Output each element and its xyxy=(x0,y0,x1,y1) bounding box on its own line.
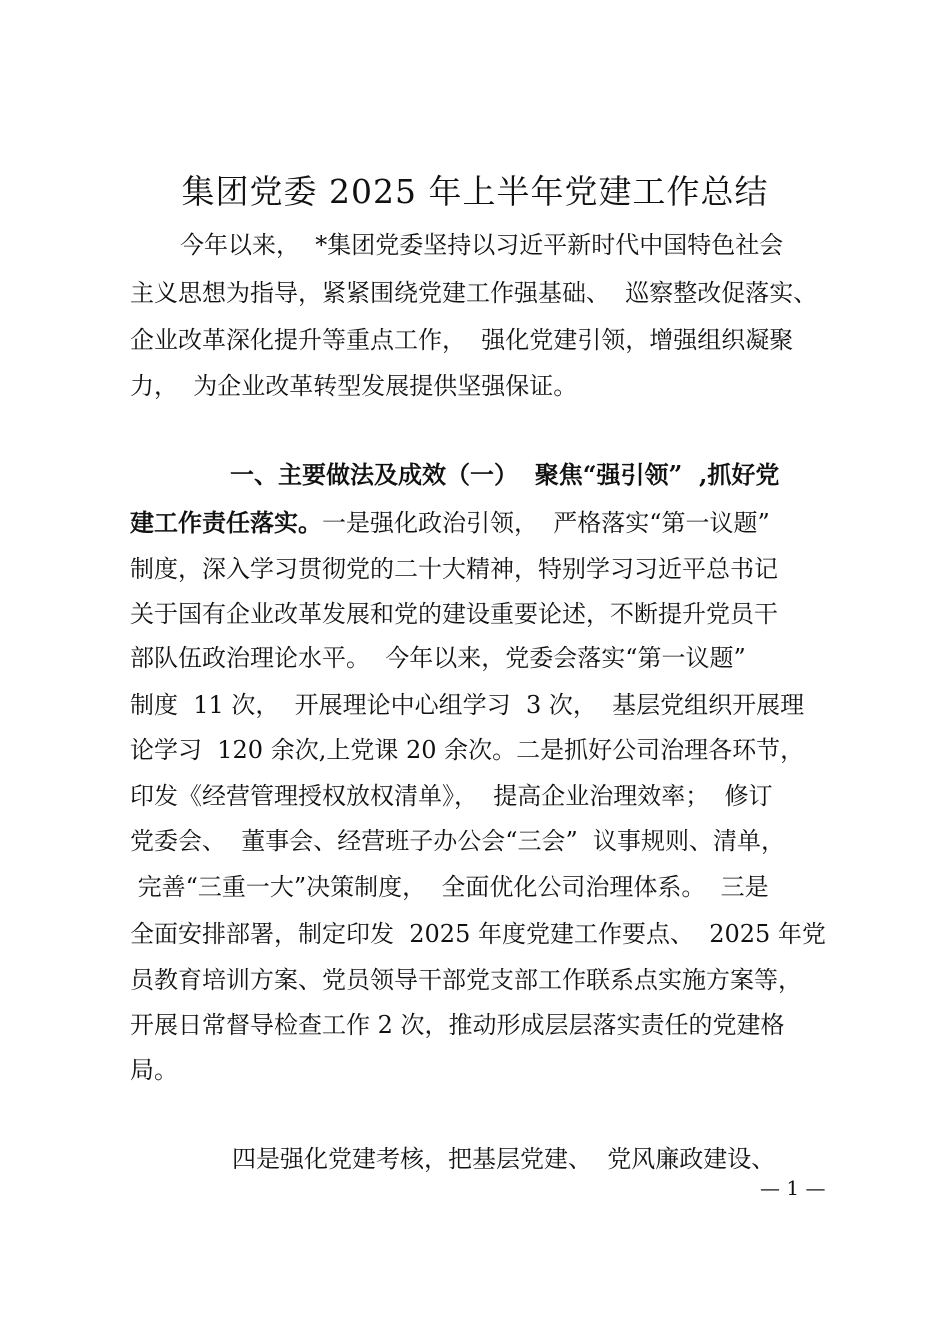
intro-line-3: 企业改革深化提升等重点工作， 强化党建引领，增强组织凝聚 xyxy=(130,326,794,354)
section-heading: 一、主要做法及成效（一） 聚焦“强引领” ,抓好党 xyxy=(230,460,780,489)
body-line-10: 员教育培训方案、党员领导干部党支部工作联系点实施方案等， xyxy=(130,966,802,994)
document-title: 集团党委 2025 年上半年党建工作总结 xyxy=(181,172,769,211)
intro-line-4: 力， 为企业改革转型发展提供坚强保证。 xyxy=(130,372,578,400)
body-line-7: 党委会、 董事会、经营班子办公会“三会” 议事规则、清单， xyxy=(130,827,786,855)
section-first-line-rest: 一是强化政治引领， 严格落实“第一议题” xyxy=(322,509,770,537)
last-paragraph-line: 四是强化党建考核，把基层党建、 党风廉政建设、 xyxy=(232,1145,776,1173)
section-heading-continuation-line xyxy=(130,505,770,541)
body-line-5: 论学习 120 余次,上党课 20 余次。二是抓好公司治理各环节， xyxy=(130,736,805,764)
body-line-3: 部队伍政治理论水平。 今年以来，党委会落实“第一议题” xyxy=(130,644,746,672)
section-heading-continuation: 建工作责任落实。 xyxy=(130,508,322,537)
page-number: — 1 — xyxy=(760,1176,826,1200)
intro-line-2: 主义思想为指导，紧紧围绕党建工作强基础、 巡察整改促落实、 xyxy=(130,279,818,307)
body-line-4: 制度 11 次， 开展理论中心组学习 3 次， 基层党组织开展理 xyxy=(130,691,805,719)
body-line-9: 全面安排部署，制定印发 2025 年度党建工作要点、 2025 年党 xyxy=(130,920,826,948)
body-line-1: 制度，深入学习贯彻党的二十大精神，特别学习习近平总书记 xyxy=(130,555,778,583)
body-line-12: 局。 xyxy=(130,1056,178,1084)
body-line-2: 关于国有企业改革发展和党的建设重要论述，不断提升党员干 xyxy=(130,600,778,628)
body-line-8: 完善“三重一大”决策制度， 全面优化公司治理体系。 三是 xyxy=(130,873,769,901)
body-line-6: 印发《经营管理授权放权清单》， 提高企业治理效率； 修订 xyxy=(130,782,773,810)
body-line-11: 开展日常督导检查工作 2 次，推动形成层层落实责任的党建格 xyxy=(130,1011,785,1039)
intro-line-1: 今年以来， *集团党委坚持以习近平新时代中国特色社会 xyxy=(180,231,784,259)
